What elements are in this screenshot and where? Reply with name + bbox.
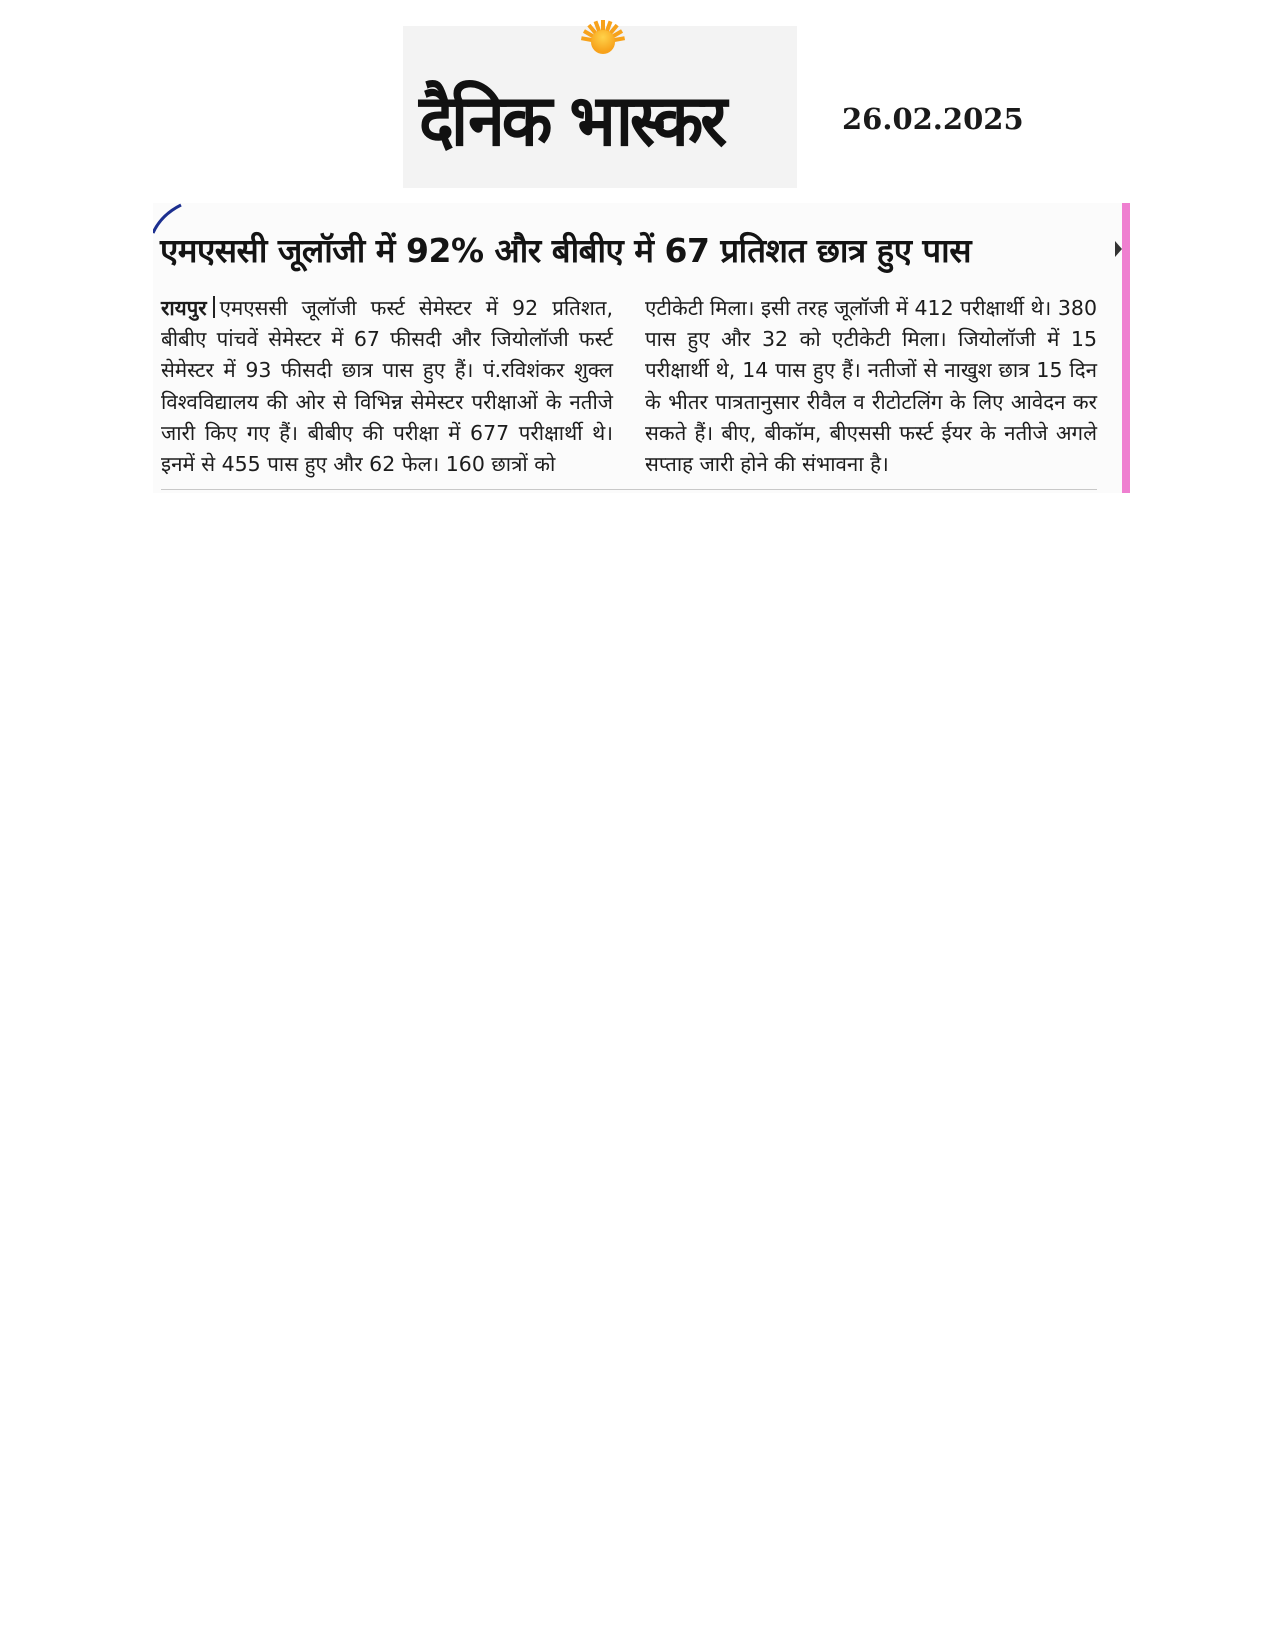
sun-logo-icon <box>575 20 631 76</box>
article-body <box>161 293 1097 493</box>
newspaper-masthead <box>403 26 797 188</box>
article-body-left-text: एमएससी जूलॉजी फर्स्ट सेमेस्टर में 92 प्रतिशत, बीबीए पांचवें सेमेस्टर में 67 फीसदी और जियोलॉजी फर्स्ट सेमेस्टर में 93 फीसदी छात्र पास हुए हैं। पं.रविशंकर शुक्ल विश्वविद्यालय की ओर से विभिन्न सेमेस्टर परीक्षाओं के नतीजे जारी किए गए हैं। बीबीए की परीक्षा में 677 परीक्षार्थी थे। इनमें से 455 पास हुए और 62 फेल। 160 छात्रों को <box>161 296 613 477</box>
newspaper-logo-text: दैनिक भास्कर <box>419 79 725 163</box>
clipping-edge-mark <box>1115 241 1122 257</box>
article-dateline: रायपुर <box>161 296 207 320</box>
dateline-separator <box>213 296 215 318</box>
news-clipping <box>153 203 1130 493</box>
clipping-pink-edge <box>1122 203 1130 493</box>
article-column-right <box>645 293 1097 480</box>
publication-date: 26.02.2025 <box>842 102 1024 136</box>
article-headline: एमएससी जूलॉजी में 92% और बीबीए में 67 प्रतिशत छात्र हुए पास <box>160 231 972 270</box>
article-body-right-text: एटीकेटी मिला। इसी तरह जूलॉजी में 412 परीक्षार्थी थे। 380 पास हुए और 32 को एटीकेटी मिला। जियोलॉजी में 15 परीक्षार्थी थे, 14 पास हुए हैं। नतीजों से नाखुश छात्र 15 दिन के भीतर पात्रतानुसार रीवैल व रीटोटलिंग के लिए आवेदन कर सकते हैं। बीए, बीकॉम, बीएससी फर्स्ट ईयर के नतीजे अगले सप्ताह जारी होने की संभावना है। <box>645 296 1097 477</box>
clipping-bottom-rule <box>161 489 1097 490</box>
article-column-left <box>161 293 613 480</box>
